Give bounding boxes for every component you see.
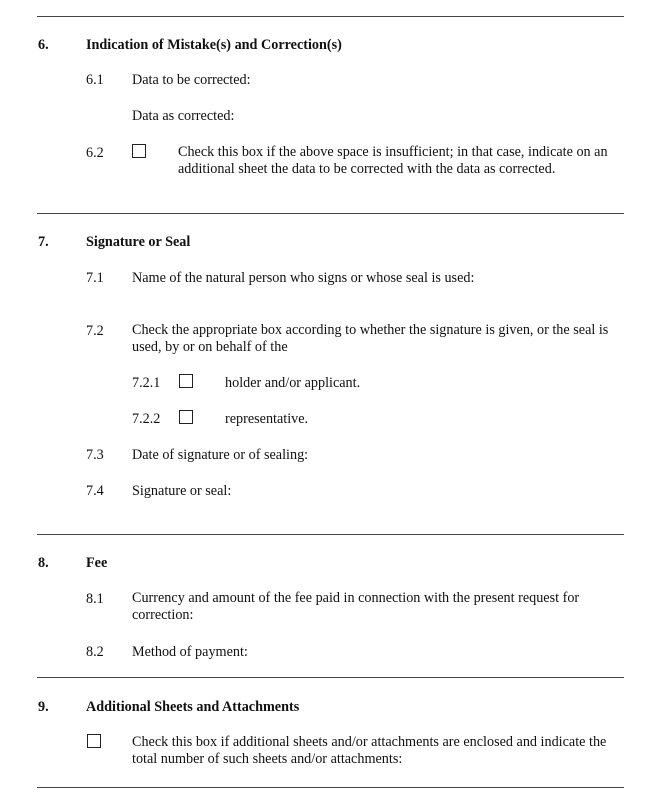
item-7-3-number: 7.3 xyxy=(86,447,104,463)
divider-6-7 xyxy=(37,213,624,214)
divider-7-8 xyxy=(37,534,624,535)
item-7-2-text: Check the appropriate box according to whether the signature is given, or the seal is used, by or on behalf of the xyxy=(132,322,609,355)
item-7-2-1-checkbox[interactable] xyxy=(179,374,193,388)
item-7-2-1-label: holder and/or applicant. xyxy=(225,375,361,391)
divider-top xyxy=(37,16,624,17)
item-7-3-label: Date of signature or of sealing: xyxy=(132,447,309,463)
item-6-1-number: 6.1 xyxy=(86,72,104,88)
item-7-4-label: Signature or seal: xyxy=(132,483,232,499)
item-6-2-number: 6.2 xyxy=(86,145,104,161)
item-7-4-number: 7.4 xyxy=(86,483,104,499)
item-6-1-sub-label: Data as corrected: xyxy=(132,108,235,124)
section-9-title: Additional Sheets and Attachments xyxy=(86,699,300,715)
item-6-2-checkbox[interactable] xyxy=(132,144,146,158)
item-7-2-2-label: representative. xyxy=(225,411,309,427)
item-7-2-2-checkbox[interactable] xyxy=(179,410,193,424)
item-7-1-label: Name of the natural person who signs or whose seal is used: xyxy=(132,270,475,286)
divider-8-9 xyxy=(37,677,624,678)
item-6-2-text: Check this box if the above space is insufficient; in that case, indicate on an additional sheet the data to be corrected with the data as corrected. xyxy=(178,144,608,177)
item-7-2-2-number: 7.2.2 xyxy=(132,411,161,427)
section-9-checkbox[interactable] xyxy=(87,734,101,748)
section-6-title: Indication of Mistake(s) and Correction(s) xyxy=(86,37,342,53)
item-8-1-number: 8.1 xyxy=(86,591,104,607)
item-8-2-label: Method of payment: xyxy=(132,644,248,660)
section-9-text: Check this box if additional sheets and/or attachments are enclosed and indicate the total number of such sheets and/or attachments: xyxy=(132,734,607,767)
divider-bottom xyxy=(37,787,624,788)
item-6-1-label: Data to be corrected: xyxy=(132,72,251,88)
section-7-title: Signature or Seal xyxy=(86,234,191,250)
section-7-number: 7. xyxy=(38,234,49,250)
item-8-1-text: Currency and amount of the fee paid in connection with the present request for correction: xyxy=(132,590,580,623)
section-8-number: 8. xyxy=(38,555,49,571)
item-7-2-number: 7.2 xyxy=(86,323,104,339)
item-8-2-number: 8.2 xyxy=(86,644,104,660)
item-7-1-number: 7.1 xyxy=(86,270,104,286)
item-7-2-1-number: 7.2.1 xyxy=(132,375,161,391)
section-8-title: Fee xyxy=(86,555,108,571)
section-9-number: 9. xyxy=(38,699,49,715)
section-6-number: 6. xyxy=(38,37,49,53)
